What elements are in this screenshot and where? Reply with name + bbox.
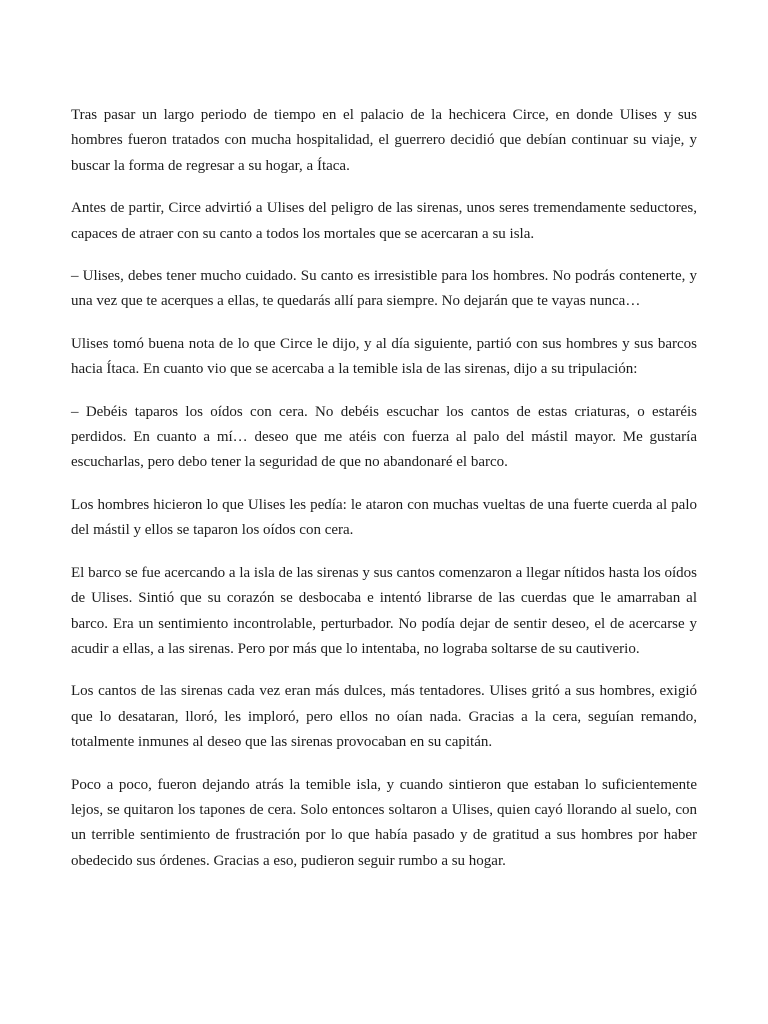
- paragraph-2: Antes de partir, Circe advirtió a Ulises del peligro de las sirenas, unos seres tremendamente seductores, capaces de atraer con su canto a todos los mortales que se acercaran a su isla.: [71, 200, 697, 242]
- paragraph-7: El barco se fue acercando a la isla de las sirenas y sus cantos comenzaron a llegar nítidos hasta los oídos de Ulises. Sintió que su corazón se desbocaba e intentó librarse de las cuerdas que le amarraban al barco. Era un sentimiento incontrolable, perturbador. No podía dejar de sentir deseo, el de acercarse y acudir a ellas, a las sirenas. Pero por más que lo intentaba, no lograba soltarse de su cautiverio.: [71, 564, 697, 657]
- document-page: [71, 103, 697, 891]
- paragraph-5-dialogue: – Debéis taparos los oídos con cera. No debéis escuchar los cantos de estas criaturas, o estaréis perdidos. En cuanto a mí… deseo que me atéis con fuerza al palo del mástil mayor. Me gustaría escucharlas, pero debo tener la seguridad de que no abandonaré el barco.: [71, 403, 697, 471]
- paragraph-6: Los hombres hicieron lo que Ulises les pedía: le ataron con muchas vueltas de una fuerte cuerda al palo del mástil y ellos se taparon los oídos con cera.: [71, 496, 697, 539]
- paragraph-3-dialogue: – Ulises, debes tener mucho cuidado. Su canto es irresistible para los hombres. No podrás contenerte, y una vez que te acerques a ellas, te quedarás allí para siempre. No dejarán que te vayas nunca…: [71, 268, 697, 310]
- paragraph-8: Los cantos de las sirenas cada vez eran más dulces, más tentadores. Ulises gritó a sus hombres, exigió que lo desataran, lloró, les imploró, pero ellos no oían nada. Gracias a la cera, seguían remando, totalmente inmunes al deseo que las sirenas provocaban en su capitán.: [71, 683, 697, 751]
- paragraph-4: Ulises tomó buena nota de lo que Circe le dijo, y al día siguiente, partió con sus hombres y sus barcos hacia Ítaca. En cuanto vio que se acercaba a la temible isla de las sirenas, dijo a su tripulación:: [71, 335, 697, 378]
- paragraph-9: Poco a poco, fueron dejando atrás la temible isla, y cuando sintieron que estaban lo suficientemente lejos, se quitaron los tapones de cera. Solo entonces soltaron a Ulises, quien cayó llorando al suelo, con un terrible sentimiento de frustración por lo que había pasado y de gratitud a sus hombres por haber obedecido sus órdenes. Gracias a eso, pudieron seguir rumbo a su hogar.: [71, 776, 697, 869]
- paragraph-1: Tras pasar un largo periodo de tiempo en el palacio de la hechicera Circe, en donde Ulises y sus hombres fueron tratados con mucha hospitalidad, el guerrero decidió que debían continuar su viaje, y buscar la forma de regresar a su hogar, a Ítaca.: [71, 107, 697, 174]
